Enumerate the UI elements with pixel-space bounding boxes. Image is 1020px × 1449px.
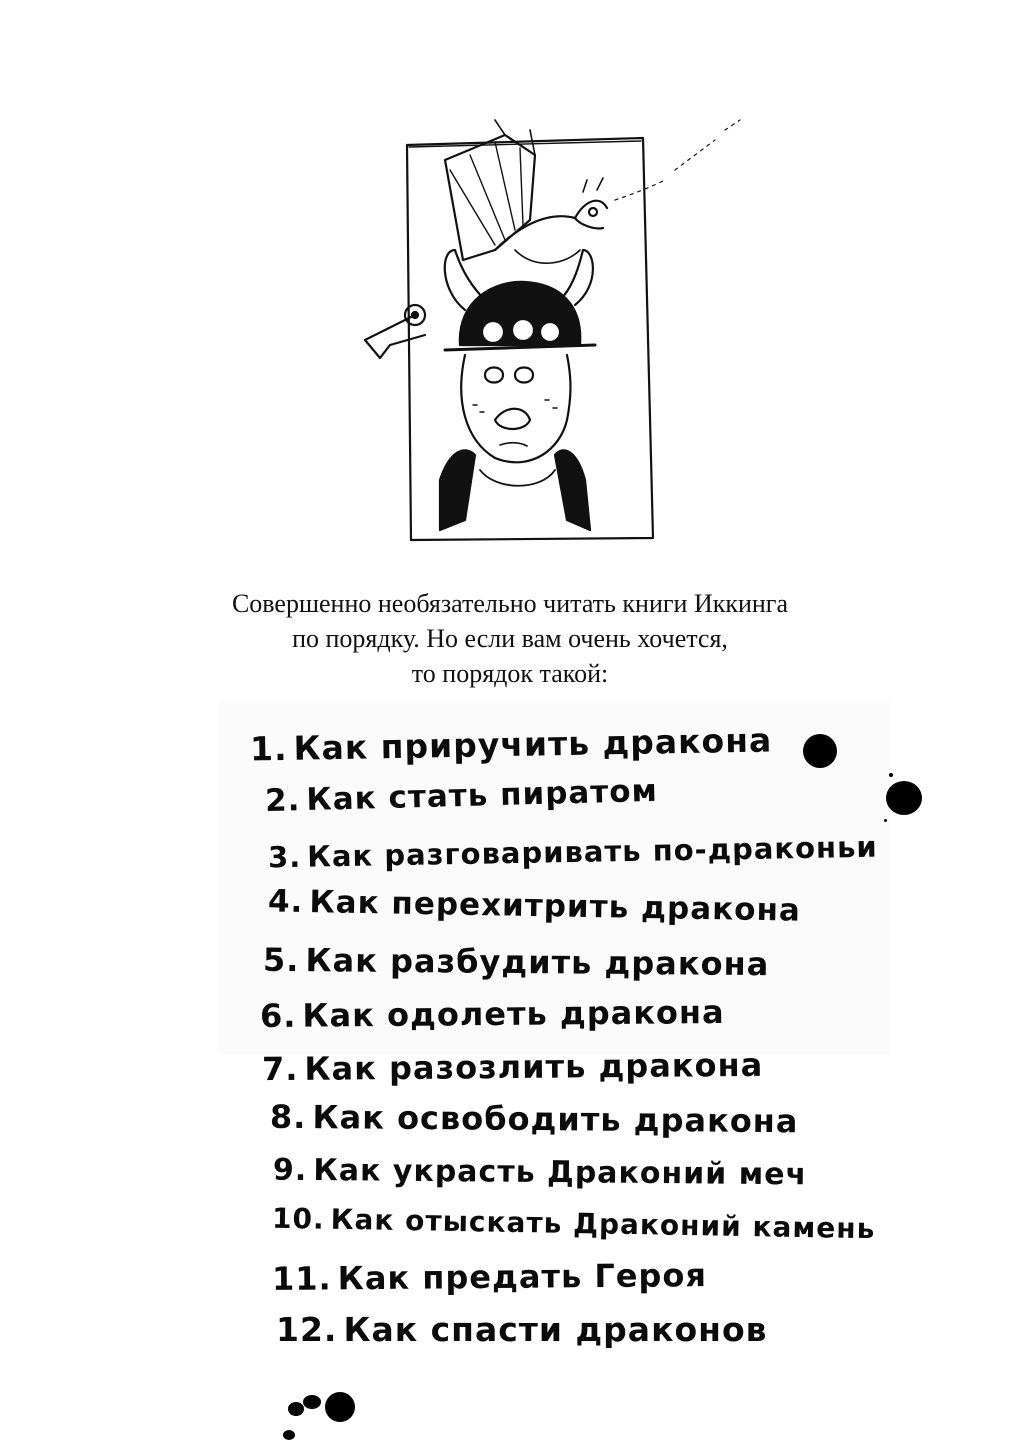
- book-number: 7.: [261, 1049, 299, 1089]
- book-title: Как перехитрить дракона: [309, 884, 802, 929]
- book-number: 3.: [267, 839, 302, 875]
- book-list-item: [262, 1046, 764, 1088]
- book-list-item: [273, 1153, 807, 1193]
- book-title: Как освободить дракона: [312, 1098, 799, 1141]
- book-title: Как предать Героя: [337, 1256, 708, 1298]
- book-number: 8.: [269, 1097, 307, 1137]
- book-list-item: [268, 830, 878, 875]
- book-title: Как разговаривать по-драконьи: [306, 829, 878, 874]
- book-list-item: [265, 773, 659, 819]
- book-title: Как одолеть дракона: [302, 992, 725, 1035]
- book-list-item: [270, 1098, 799, 1141]
- book-title: Как разбудить дракона: [305, 941, 770, 984]
- book-list-item: [250, 720, 773, 768]
- ink-blot-icon: [303, 1395, 321, 1409]
- book-number: 5.: [262, 940, 300, 980]
- book-title: Как стать пиратом: [305, 772, 659, 819]
- book-list-item: [272, 1256, 707, 1298]
- intro-line: по порядку. Но если вам очень хочется,: [292, 624, 728, 653]
- book-title: Как отыскать Драконий камень: [330, 1202, 876, 1246]
- book-number: 11.: [271, 1259, 332, 1298]
- book-list-item: [263, 941, 770, 983]
- ink-blot-icon: [283, 1430, 295, 1440]
- ink-blot-icon: [889, 773, 893, 777]
- book-number: 9.: [272, 1152, 308, 1188]
- ink-blot-icon: [884, 819, 887, 822]
- intro-line: то порядок такой:: [411, 659, 609, 688]
- book-number: 12.: [276, 1310, 338, 1349]
- ink-blot-icon: [886, 781, 922, 815]
- book-number: 6.: [259, 996, 297, 1036]
- book-title: Как спасти драконов: [343, 1310, 768, 1349]
- book-list-item: [272, 1202, 876, 1246]
- ink-blot-icon: [325, 1392, 355, 1422]
- book-list-item: [268, 883, 801, 928]
- book-number: 4.: [267, 883, 304, 920]
- book-number: 2.: [264, 782, 301, 820]
- book-title: Как украсть Драконий меч: [313, 1153, 808, 1193]
- book-title: Как разозлить дракона: [304, 1045, 764, 1088]
- book-number: 1.: [249, 728, 288, 769]
- book-title: Как приручить дракона: [293, 720, 773, 768]
- ink-blot-icon: [803, 734, 837, 768]
- book-list-item: [260, 993, 725, 1035]
- book-list-item: [276, 1310, 768, 1349]
- intro-line: Совершенно необязательно читать книги Иккинга: [231, 589, 789, 618]
- ink-blot-icon: [288, 1402, 304, 1416]
- book-number: 10.: [271, 1201, 325, 1236]
